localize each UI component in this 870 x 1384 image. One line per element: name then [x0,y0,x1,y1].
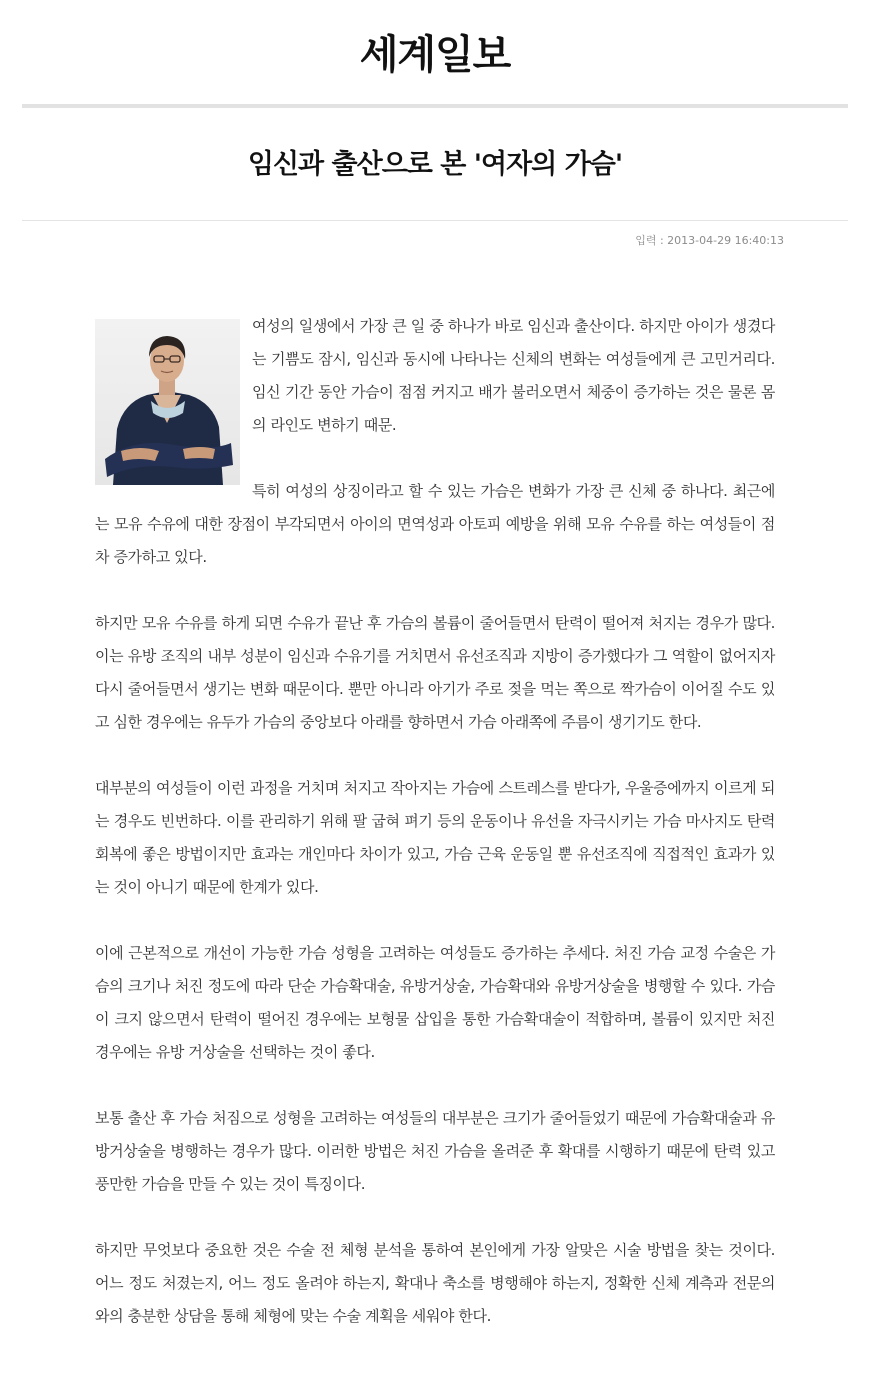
article-paragraph: 하지만 모유 수유를 하게 되면 수유가 끝난 후 가슴의 볼륨이 줄어들면서 탄력이 떨어져 처지는 경우가 많다. 이는 유방 조직의 내부 성분이 임신과 수유기를 거치면서 유선조직과 지방이 증가했다가 그 역할이 없어지자 다시 줄어들면서 생기는 변화 때문이다. 뿐만 아니라 아기가 주로 젖을 먹는 쪽으로 짝가슴이 이어질 수도 있고 심한 경우에는 유두가 가슴의 중앙보다 아래를 향하면서 가슴 아래쪽에 주름이 생기기도 한다. [95,614,775,731]
article-paragraph: 여성의 일생에서 가장 큰 일 중 하나가 바로 임신과 출산이다. 하지만 아이가 생겼다는 기쁨도 잠시, 임신과 동시에 나타나는 신체의 변화는 여성들에게 큰 고민거리다. 임신 기간 동안 가슴이 점점 커지고 배가 불러오면서 체중이 증가하는 것은 물론 몸의 라인도 변하기 때문. [252,317,775,434]
masthead [0,0,870,100]
article-paragraph: 보통 출산 후 가슴 처짐으로 성형을 고려하는 여성들의 대부분은 크기가 줄어들었기 때문에 가슴확대술과 유방거상술을 병행하는 경우가 많다. 이러한 방법은 처진 가슴을 올려준 후 확대를 시행하기 때문에 탄력 있고 풍만한 가슴을 만들 수 있는 것이 특징이다. [95,1109,775,1193]
article-paragraph: 하지만 무엇보다 중요한 것은 수술 전 체형 분석을 통하여 본인에게 가장 알맞은 시술 방법을 찾는 것이다. 어느 정도 처졌는지, 어느 정도 올려야 하는지, 확대나 축소를 병행해야 하는지, 정확한 신체 계측과 전문의와의 충분한 상담을 통해 체형에 맞는 수술 계획을 세워야 한다. [95,1241,775,1325]
article-paragraph: 특히 여성의 상징이라고 할 수 있는 가슴은 변화가 가장 큰 신체 중 하나다. 최근에는 모유 수유에 대한 장점이 부각되면서 아이의 면역성과 아토피 예방을 위해 모유 수유를 하는 여성들이 점차 증가하고 있다. [95,482,775,566]
doctor-portrait-photo [95,319,240,485]
article-headline: 임신과 출산으로 본 '여자의 가슴' [247,149,623,180]
doctor-portrait-illustration [95,319,240,485]
article-paragraph: 대부분의 여성들이 이런 과정을 거치며 처지고 작아지는 가슴에 스트레스를 받다가, 우울증에까지 이르게 되는 경우도 빈번하다. 이를 관리하기 위해 팔 굽혀 펴기 등의 운동이나 유선을 자극시키는 가슴 마사지도 탄력 회복에 좋은 방법이지만 효과는 개인마다 차이가 있고, 가슴 근육 운동일 뿐 유선조직에 직접적인 효과가 있는 것이 아니기 때문에 한계가 있다. [95,779,775,896]
newspaper-logo[interactable]: 세계일보 [359,31,511,78]
article-dateline: 입력 : 2013-04-29 16:40:13 [635,234,784,247]
article-body [95,310,775,1366]
masthead-divider [22,104,848,108]
headline-divider [22,220,848,221]
article-paragraph: 이에 근본적으로 개선이 가능한 가슴 성형을 고려하는 여성들도 증가하는 추세다. 처진 가슴 교정 수술은 가슴의 크기나 처진 정도에 따라 단순 가슴확대술, 유방거상술, 가슴확대와 유방거상술을 병행할 수 있다. 가슴이 크지 않으면서 탄력이 떨어진 경우에는 보형물 삽입을 통한 가슴확대술이 적합하며, 볼륨이 있지만 처진 경우에는 유방 거상술을 선택하는 것이 좋다. [95,944,775,1061]
